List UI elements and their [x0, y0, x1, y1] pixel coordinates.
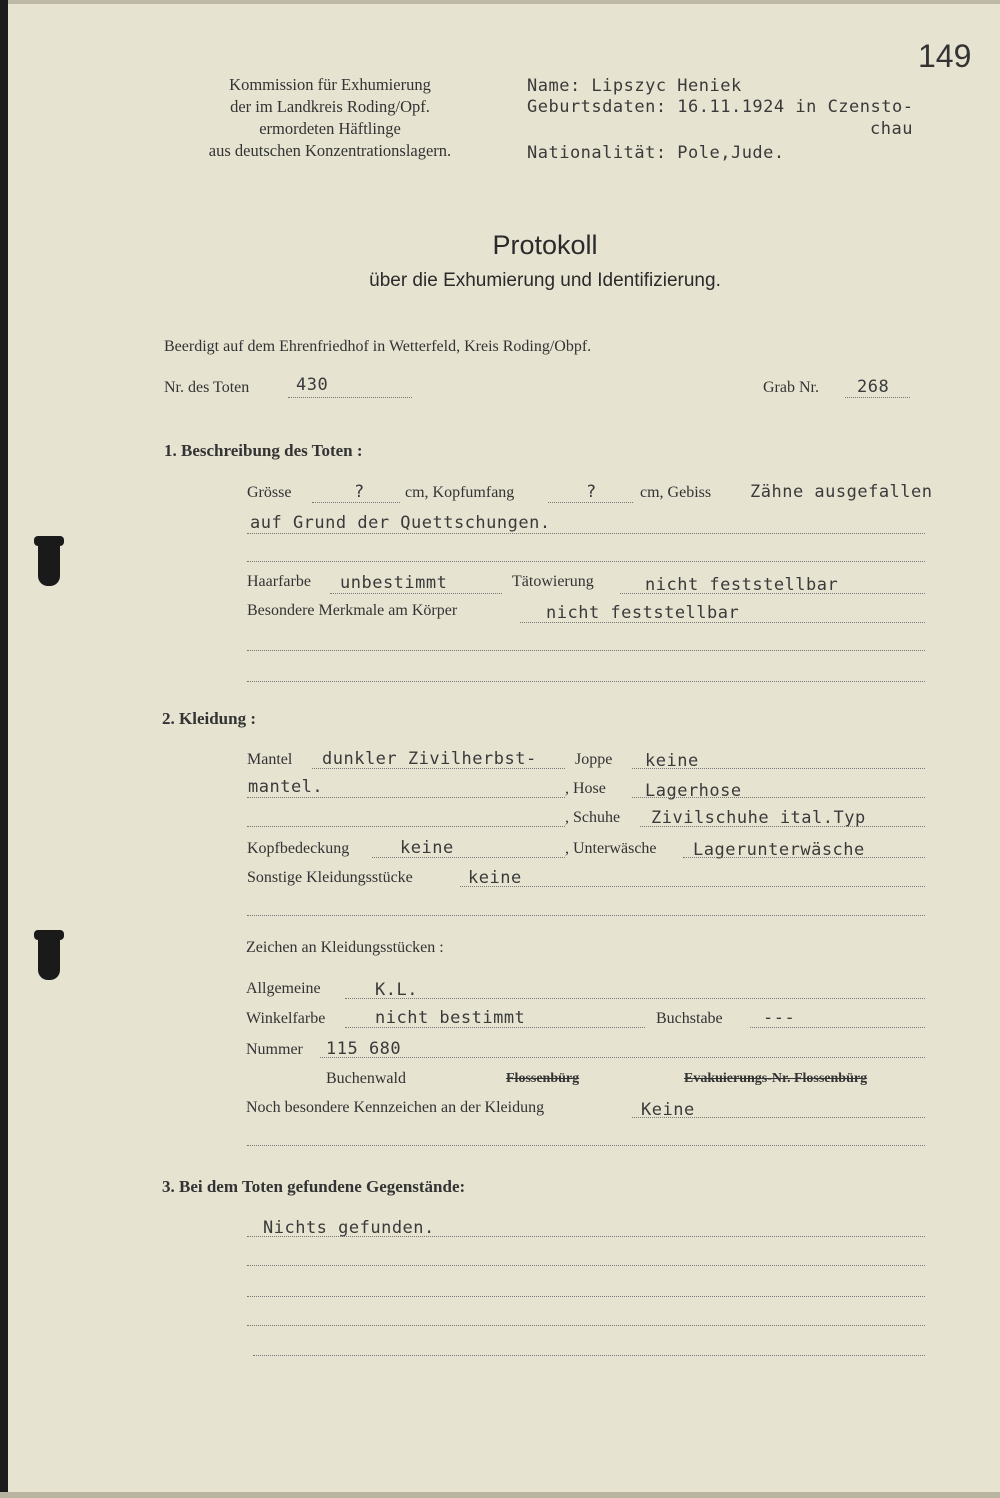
commission-line: Kommission für Exhumierung: [229, 75, 431, 94]
unterwaesche-value: Lagerunterwäsche: [693, 840, 865, 860]
dotted-line: [247, 797, 565, 798]
buchstabe-value: ---: [763, 1008, 796, 1028]
groesse-label: Grösse: [247, 484, 292, 501]
dotted-line: [330, 593, 502, 594]
dotted-line: [750, 1027, 925, 1028]
dotted-line: [247, 1296, 925, 1297]
cm-kopfumfang-label: cm, Kopfumfang: [405, 484, 515, 501]
unterwaesche-label: , Unterwäsche: [565, 840, 657, 857]
camp-flossenbuerg-struck: Flossenbürg: [506, 1071, 580, 1086]
dotted-line: [345, 1027, 645, 1028]
merkmale-value: nicht feststellbar: [546, 603, 740, 623]
gebiss-value-cont: auf Grund der Quettschungen.: [250, 513, 551, 533]
mantel-value-cont: mantel.: [248, 777, 324, 797]
commission-line: aus deutschen Konzentrationslagern.: [208, 141, 452, 160]
section1-title: 1. Beschreibung des Toten :: [164, 441, 363, 460]
dead-no-label: Nr. des Toten: [164, 379, 250, 396]
haarfarbe-label: Haarfarbe: [247, 573, 311, 590]
grave-no-value: 268: [857, 377, 890, 397]
noch-value: Keine: [641, 1100, 695, 1120]
section3-value: Nichts gefunden.: [263, 1218, 435, 1238]
dotted-line: [312, 768, 565, 769]
dotted-line: [632, 797, 925, 798]
merkmale-label: Besondere Merkmale am Körper: [247, 602, 458, 619]
punch-hole-lower: [38, 934, 60, 980]
sonstige-label: Sonstige Kleidungsstücke: [247, 869, 413, 886]
dotted-line: [288, 397, 412, 398]
commission-line: ermordeten Häftlinge: [259, 119, 401, 138]
dotted-line: [247, 1325, 925, 1326]
kopfbedeckung-label: Kopfbedeckung: [247, 840, 350, 857]
dotted-line: [632, 1117, 925, 1118]
buchstabe-label: Buchstabe: [656, 1010, 723, 1027]
dotted-line: [247, 650, 925, 651]
page-top-edge: [8, 0, 1000, 4]
noch-label: Noch besondere Kennzeichen an der Kleidung: [246, 1099, 545, 1116]
winkelfarbe-value: nicht bestimmt: [375, 1008, 526, 1028]
nummer-label: Nummer: [246, 1041, 303, 1058]
dotted-line: [247, 1145, 925, 1146]
gebiss-value: Zähne ausgefallen: [750, 482, 933, 502]
dotted-line: [845, 397, 910, 398]
section2-title: 2. Kleidung :: [162, 709, 256, 728]
groesse-value: ?: [354, 482, 365, 502]
joppe-value: keine: [645, 751, 699, 771]
winkelfarbe-label: Winkelfarbe: [246, 1010, 326, 1027]
dotted-line: [247, 1236, 925, 1237]
dotted-line: [247, 681, 925, 682]
kopfbedeckung-value: keine: [400, 838, 454, 858]
page-bottom-edge: [0, 1492, 1000, 1498]
page-subtitle: über die Exhumierung und Identifizierung.: [369, 270, 721, 291]
taetowierung-value: nicht feststellbar: [645, 575, 839, 595]
mantel-label: Mantel: [247, 751, 293, 768]
birth-line-cont: chau: [870, 119, 913, 139]
dotted-line: [460, 886, 925, 887]
zeichen-label: Zeichen an Kleidungsstücken :: [246, 939, 444, 956]
schuhe-value: Zivilschuhe ital.Typ: [651, 808, 866, 828]
mantel-value: dunkler Zivilherbst-: [322, 749, 537, 769]
dotted-line: [247, 561, 925, 562]
evakuierungs-nr-struck: Evakuierungs-Nr. Flossenbürg: [684, 1071, 868, 1086]
section3-title: 3. Bei dem Toten gefundene Gegenstände:: [162, 1177, 466, 1196]
dotted-line: [253, 1355, 925, 1356]
punch-hole-upper: [38, 540, 60, 586]
page-left-edge: [0, 0, 8, 1498]
dotted-line: [247, 533, 925, 534]
dotted-line: [372, 857, 565, 858]
dotted-line: [548, 502, 633, 503]
birth-line: Geburtsdaten: 16.11.1924 in Czensto-: [527, 97, 914, 117]
dotted-line: [520, 622, 925, 623]
burial-line: Beerdigt auf dem Ehrenfriedhof in Wetterfeld, Kreis Roding/Obpf.: [164, 338, 592, 355]
kopfumfang-value: ?: [586, 482, 597, 502]
allgemeine-value: K.L.: [375, 980, 418, 1000]
dotted-line: [312, 502, 400, 503]
dotted-line: [640, 826, 925, 827]
allgemeine-label: Allgemeine: [246, 980, 321, 997]
nummer-value: 115 680: [326, 1039, 402, 1059]
page-number: 149: [918, 38, 972, 74]
dotted-line: [683, 857, 925, 858]
commission-header: [180, 74, 480, 162]
name-line: Name: Lipszyc Heniek: [527, 76, 742, 96]
taetowierung-label: Tätowierung: [512, 573, 594, 590]
schuhe-label: , Schuhe: [565, 809, 621, 826]
hose-label: , Hose: [565, 780, 606, 797]
dead-no-value: 430: [296, 375, 329, 395]
dotted-line: [345, 998, 925, 999]
dotted-line: [247, 826, 565, 827]
sonstige-value: keine: [468, 868, 522, 888]
dotted-line: [320, 1057, 925, 1058]
page-title: Protokoll: [492, 230, 598, 260]
dotted-line: [247, 915, 925, 916]
hose-value: Lagerhose: [645, 781, 742, 801]
haarfarbe-value: unbestimmt: [340, 573, 448, 593]
camp-buchenwald: Buchenwald: [326, 1070, 406, 1087]
dotted-line: [620, 593, 925, 594]
joppe-label: Joppe: [575, 751, 613, 768]
dotted-line: [632, 768, 925, 769]
cm-gebiss-label: cm, Gebiss: [640, 484, 712, 501]
nationality-line: Nationalität: Pole,Jude.: [527, 143, 785, 163]
commission-line: der im Landkreis Roding/Opf.: [230, 97, 430, 116]
grave-no-label: Grab Nr.: [763, 379, 819, 396]
dotted-line: [247, 1265, 925, 1266]
